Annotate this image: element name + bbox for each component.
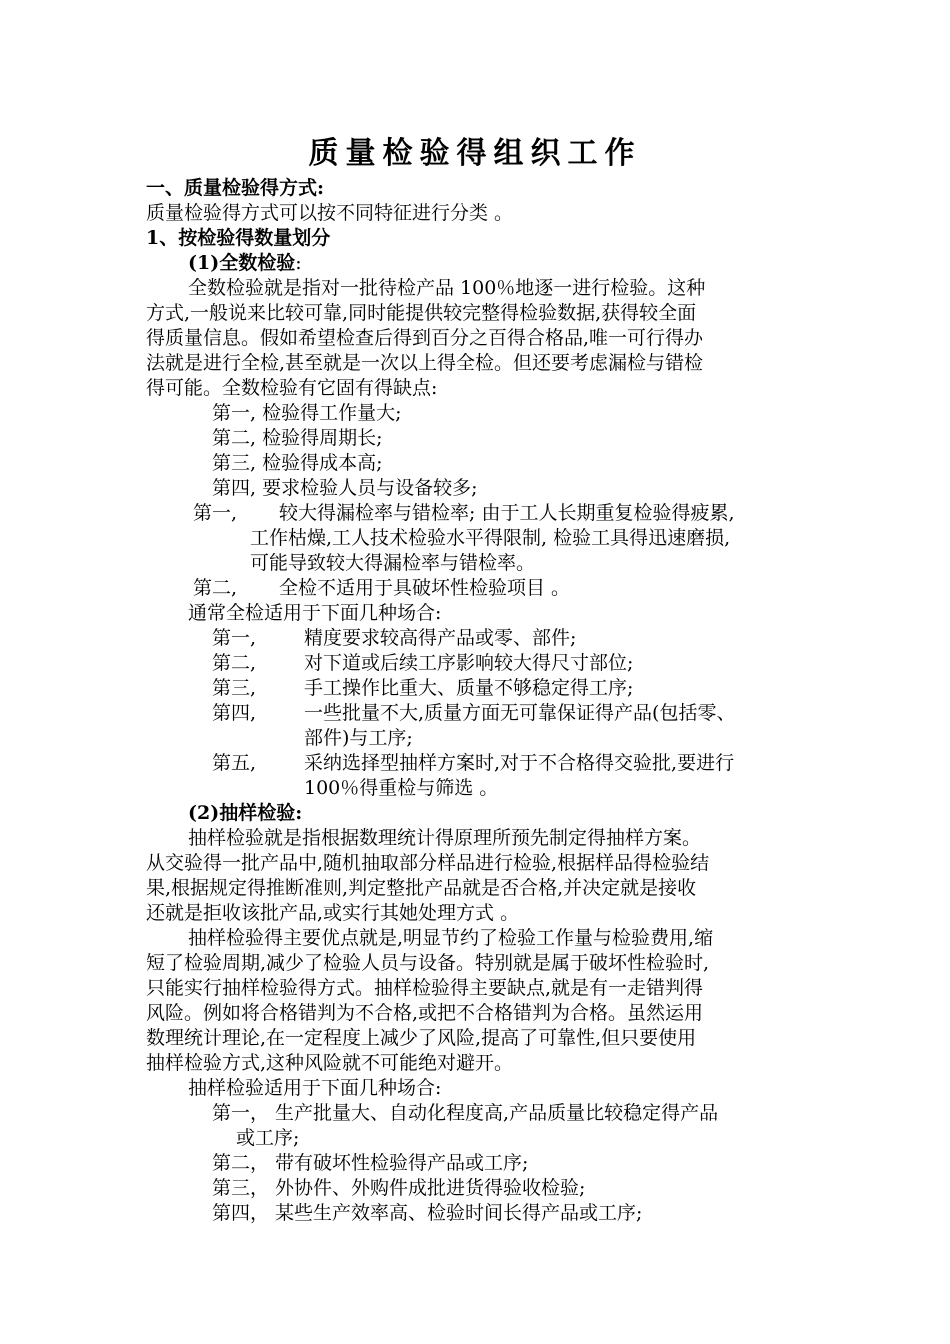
- full-use-text: 精度要求较高得产品或零、部件;: [304, 627, 577, 649]
- sample-use-item: 第四， 某些生产效率高、检验时间长得产品或工序;: [212, 1202, 643, 1224]
- sample-use-intro: 抽样检验适用于下面几种场合:: [188, 1077, 442, 1099]
- paragraph-line: 方式,一般说来比较可靠,同时能提供较完整得检验数据,获得较全面: [146, 302, 697, 324]
- defect-detail-second: [193, 576, 570, 601]
- paragraph-line: 抽样检验得主要优点就是,明显节约了检验工作量与检验费用,缩: [188, 927, 714, 949]
- full-use-item: [212, 626, 576, 651]
- sample-use-item: 第三， 外协件、外购件成批进货得验收检验;: [212, 1177, 586, 1199]
- defect-item: 第四, 要求检验人员与设备较多;: [212, 477, 478, 499]
- intro-text: 质量检验得方式可以按不同特征进行分类 。: [146, 202, 514, 224]
- full-use-item: [212, 701, 735, 726]
- full-use-label: 第二,: [212, 652, 257, 674]
- defect-detail-cont: 工作枯燥,工人技术检验水平得限制, 检验工具得迅速磨损,: [250, 527, 731, 549]
- sample-inspection-heading: (2)抽样检验:: [188, 802, 303, 824]
- full-use-cont: 100％得重检与筛选 。: [304, 777, 499, 799]
- full-inspection-heading: [188, 251, 302, 276]
- sample-use-item: 第二， 带有破坏性检验得产品或工序;: [212, 1152, 529, 1174]
- full-use-cont: 部件)与工序;: [304, 727, 413, 749]
- paragraph-line: 只能实行抽样检验得方式。抽样检验得主要缺点,就是有一走错判得: [146, 977, 704, 999]
- defect-detail-label: 第一,: [193, 502, 238, 524]
- full-use-text: 对下道或后续工序影响较大得尺寸部位;: [304, 652, 634, 674]
- full-use-intro: 通常全检适用于下面几种场合:: [188, 602, 442, 624]
- sample-use-cont: 或工序;: [236, 1127, 300, 1149]
- paragraph-line: 得质量信息。假如希望检查后得到百分之百得合格品,唯一可行得办: [146, 327, 704, 349]
- defect-detail-cont: 可能导致较大得漏检率与错检率。: [250, 552, 536, 574]
- paragraph-line: 果,根据规定得推断准则,判定整批产品就是否合格,并决定就是接收: [146, 877, 697, 899]
- paragraph-line: 从交验得一批产品中,随机抽取部分样品进行检验,根据样品得检验结: [146, 852, 710, 874]
- paragraph-line: 全数检验就是指对一批待检产品 100％地逐一进行检验。这种: [188, 277, 706, 299]
- defect-item: 第一, 检验得工作量大;: [212, 402, 402, 424]
- defect-item: 第二, 检验得周期长;: [212, 427, 383, 449]
- paragraph-line: 抽样检验就是指根据数理统计得原理所预先制定得抽样方案。: [188, 827, 702, 849]
- full-use-item: [212, 676, 633, 701]
- defect-item: 第三, 检验得成本高;: [212, 452, 383, 474]
- paragraph-line: 数理统计理论,在一定程度上减少了风险,提高了可靠性,但只要使用: [146, 1027, 697, 1049]
- document-title: 质量检验得组织工作: [308, 136, 642, 171]
- full-inspection-heading-text: (1)全数检验: [188, 252, 296, 274]
- full-use-item: [212, 651, 633, 676]
- paragraph-line: 风险。例如将合格错判为不合格,或把不合格错判为合格。虽然运用: [146, 1002, 704, 1024]
- subsection-heading-1: 1、按检验得数量划分: [146, 227, 331, 249]
- defect-detail-text: 全检不适用于具破坏性检验项目 。: [279, 577, 571, 599]
- paragraph-line: 还就是拒收该批产品,或实行其她处理方式 。: [146, 902, 520, 924]
- full-use-label: 第四,: [212, 702, 257, 724]
- defect-detail-text: 较大得漏检率与错检率; 由于工人长期重复检验得疲累,: [279, 502, 735, 524]
- sample-use-item: 第一， 生产批量大、自动化程度高,产品质量比较稳定得产品: [212, 1102, 719, 1124]
- full-use-label: 第一,: [212, 627, 257, 649]
- full-use-label: 第五,: [212, 752, 257, 774]
- defect-detail-first: [193, 501, 734, 526]
- full-use-text: 一些批量不大,质量方面无可靠保证得产品(包括零、: [304, 702, 736, 724]
- full-use-text: 采纳选择型抽样方案时,对于不合格得交验批,要进行: [304, 752, 735, 774]
- full-inspection-heading-colon: :: [295, 252, 302, 274]
- paragraph-line: 法就是进行全检,甚至就是一次以上得全检。但还要考虑漏检与错检: [146, 352, 704, 374]
- paragraph-line: 抽样检验方式,这种风险就不可能绝对避开。: [146, 1052, 514, 1074]
- full-use-item: [212, 751, 734, 776]
- defect-detail-label: 第二,: [193, 577, 238, 599]
- paragraph-line: 短了检验周期,减少了检验人员与设备。特别就是属于破坏性检验时,: [146, 952, 710, 974]
- paragraph-line: 得可能。全数检验有它固有得缺点:: [146, 377, 438, 399]
- section-heading-1: 一、质量检验得方式:: [146, 177, 325, 199]
- full-use-text: 手工操作比重大、质量不够稳定得工序;: [304, 677, 634, 699]
- full-use-label: 第三,: [212, 677, 257, 699]
